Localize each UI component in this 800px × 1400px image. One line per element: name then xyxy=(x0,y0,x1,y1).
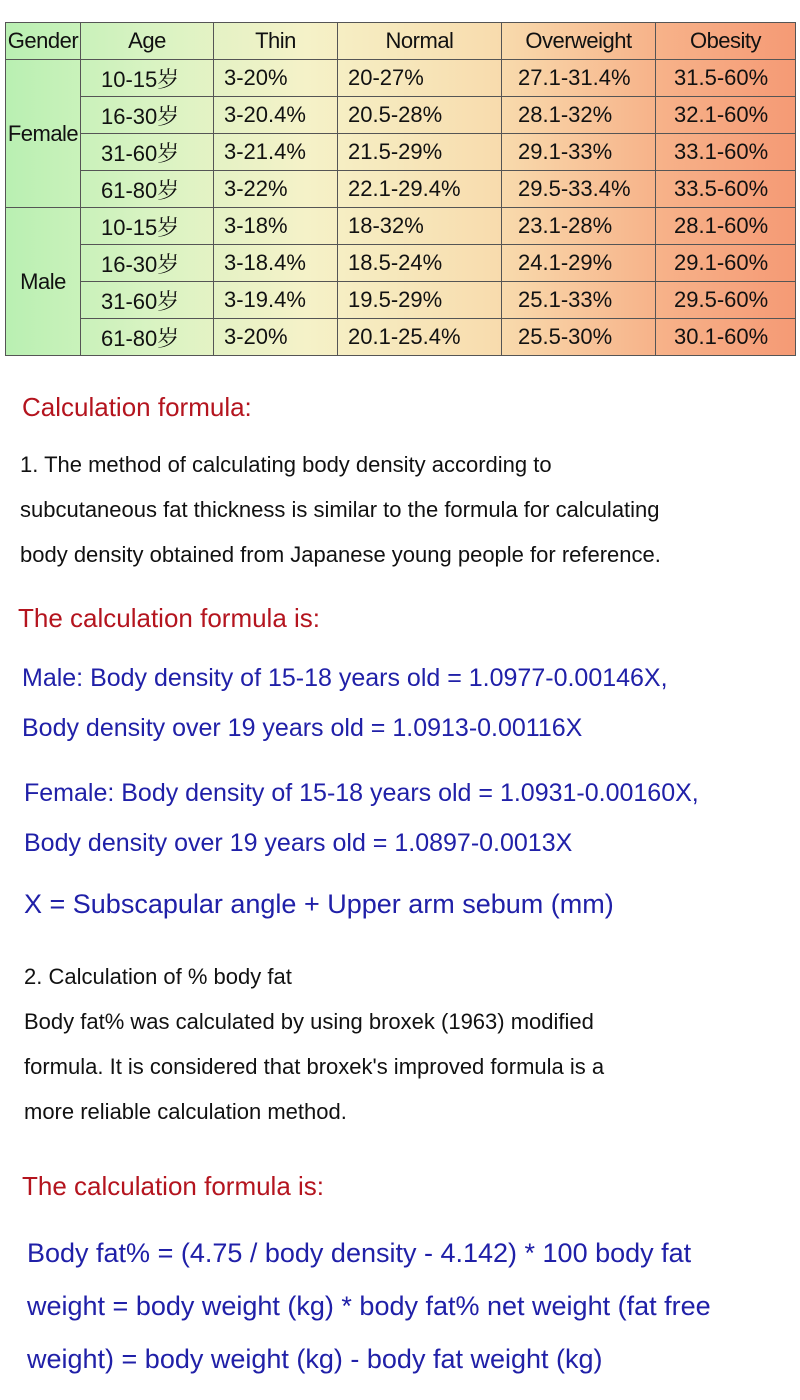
formula-line: Female: Body density of 15-18 years old = 1.0931-0.00160X, xyxy=(24,779,699,807)
thin-cell: 3-18% xyxy=(214,208,338,245)
age-cell: 61-80岁 xyxy=(81,171,214,208)
normal-cell: 21.5-29% xyxy=(338,134,502,171)
age-cell: 16-30岁 xyxy=(81,245,214,282)
age-cell: 31-60岁 xyxy=(81,282,214,319)
body-fat-description xyxy=(24,954,794,1134)
overweight-cell: 25.5-30% xyxy=(502,319,656,356)
header-obesity: Obesity xyxy=(656,23,796,60)
obesity-cell: 30.1-60% xyxy=(656,319,796,356)
gender-female: Female xyxy=(6,60,81,208)
obesity-cell: 29.5-60% xyxy=(656,282,796,319)
obesity-cell: 29.1-60% xyxy=(656,245,796,282)
age-cell: 16-30岁 xyxy=(81,97,214,134)
male-density-formula xyxy=(22,653,792,753)
thin-cell: 3-22% xyxy=(214,171,338,208)
normal-cell: 19.5-29% xyxy=(338,282,502,319)
paragraph-line: subcutaneous fat thickness is similar to the formula for calculating xyxy=(20,497,660,522)
normal-cell: 20-27% xyxy=(338,60,502,97)
paragraph-line: Body fat% was calculated by using broxek (1963) modified xyxy=(24,1009,594,1034)
normal-cell: 20.1-25.4% xyxy=(338,319,502,356)
header-gender: Gender xyxy=(6,23,81,60)
formula-heading-body-fat: The calculation formula is: xyxy=(22,1171,325,1201)
overweight-cell: 27.1-31.4% xyxy=(502,60,656,97)
age-cell: 10-15岁 xyxy=(81,208,214,245)
table-row xyxy=(6,282,796,319)
formula-line: Body density over 19 years old = 1.0913-0.00116X xyxy=(22,714,583,742)
obesity-cell: 33.1-60% xyxy=(656,134,796,171)
table-header-row xyxy=(6,23,796,60)
overweight-cell: 29.5-33.4% xyxy=(502,171,656,208)
obesity-cell: 33.5-60% xyxy=(656,171,796,208)
paragraph-line: 2. Calculation of % body fat xyxy=(24,964,292,989)
paragraph-line: body density obtained from Japanese young people for reference. xyxy=(20,542,661,567)
table-row xyxy=(6,319,796,356)
paragraph-line: formula. It is considered that broxek's improved formula is a xyxy=(24,1054,605,1079)
paragraph-line: 1. The method of calculating body density according to xyxy=(20,452,552,477)
obesity-cell: 31.5-60% xyxy=(656,60,796,97)
header-normal: Normal xyxy=(338,23,502,60)
normal-cell: 18.5-24% xyxy=(338,245,502,282)
thin-cell: 3-20.4% xyxy=(214,97,338,134)
formula-line: Male: Body density of 15-18 years old = 1.0977-0.00146X, xyxy=(22,664,668,692)
paragraph-line: more reliable calculation method. xyxy=(24,1099,347,1124)
table-row xyxy=(6,171,796,208)
thin-cell: 3-18.4% xyxy=(214,245,338,282)
age-cell: 61-80岁 xyxy=(81,319,214,356)
body-density-description xyxy=(20,442,790,577)
formula-line: Body density over 19 years old = 1.0897-0.0013X xyxy=(24,829,573,857)
thin-cell: 3-20% xyxy=(214,319,338,356)
age-cell: 31-60岁 xyxy=(81,134,214,171)
table-row xyxy=(6,134,796,171)
obesity-cell: 28.1-60% xyxy=(656,208,796,245)
thin-cell: 3-20% xyxy=(214,60,338,97)
table-row xyxy=(6,60,796,97)
header-overweight: Overweight xyxy=(502,23,656,60)
table-row xyxy=(6,97,796,134)
obesity-cell: 32.1-60% xyxy=(656,97,796,134)
formula-line: weight = body weight (kg) * body fat% net weight (fat free xyxy=(27,1291,711,1321)
female-density-formula xyxy=(24,768,794,868)
formula-line: Body fat% = (4.75 / body density - 4.142) * 100 body fat xyxy=(27,1238,692,1268)
normal-cell: 18-32% xyxy=(338,208,502,245)
overweight-cell: 28.1-32% xyxy=(502,97,656,134)
body-fat-table xyxy=(5,22,796,356)
overweight-cell: 24.1-29% xyxy=(502,245,656,282)
overweight-cell: 29.1-33% xyxy=(502,134,656,171)
thin-cell: 3-21.4% xyxy=(214,134,338,171)
overweight-cell: 23.1-28% xyxy=(502,208,656,245)
header-age: Age xyxy=(81,23,214,60)
overweight-cell: 25.1-33% xyxy=(502,282,656,319)
formula-line: weight) = body weight (kg) - body fat weight (kg) xyxy=(27,1344,603,1374)
table-row xyxy=(6,245,796,282)
thin-cell: 3-19.4% xyxy=(214,282,338,319)
normal-cell: 20.5-28% xyxy=(338,97,502,134)
x-definition: X = Subscapular angle + Upper arm sebum (mm) xyxy=(24,889,614,919)
header-thin: Thin xyxy=(214,23,338,60)
body-fat-formula xyxy=(27,1227,797,1386)
calculation-formula-heading: Calculation formula: xyxy=(22,392,252,422)
age-cell: 10-15岁 xyxy=(81,60,214,97)
table-row xyxy=(6,208,796,245)
normal-cell: 22.1-29.4% xyxy=(338,171,502,208)
formula-heading-density: The calculation formula is: xyxy=(18,603,321,633)
gender-male: Male xyxy=(6,208,81,356)
